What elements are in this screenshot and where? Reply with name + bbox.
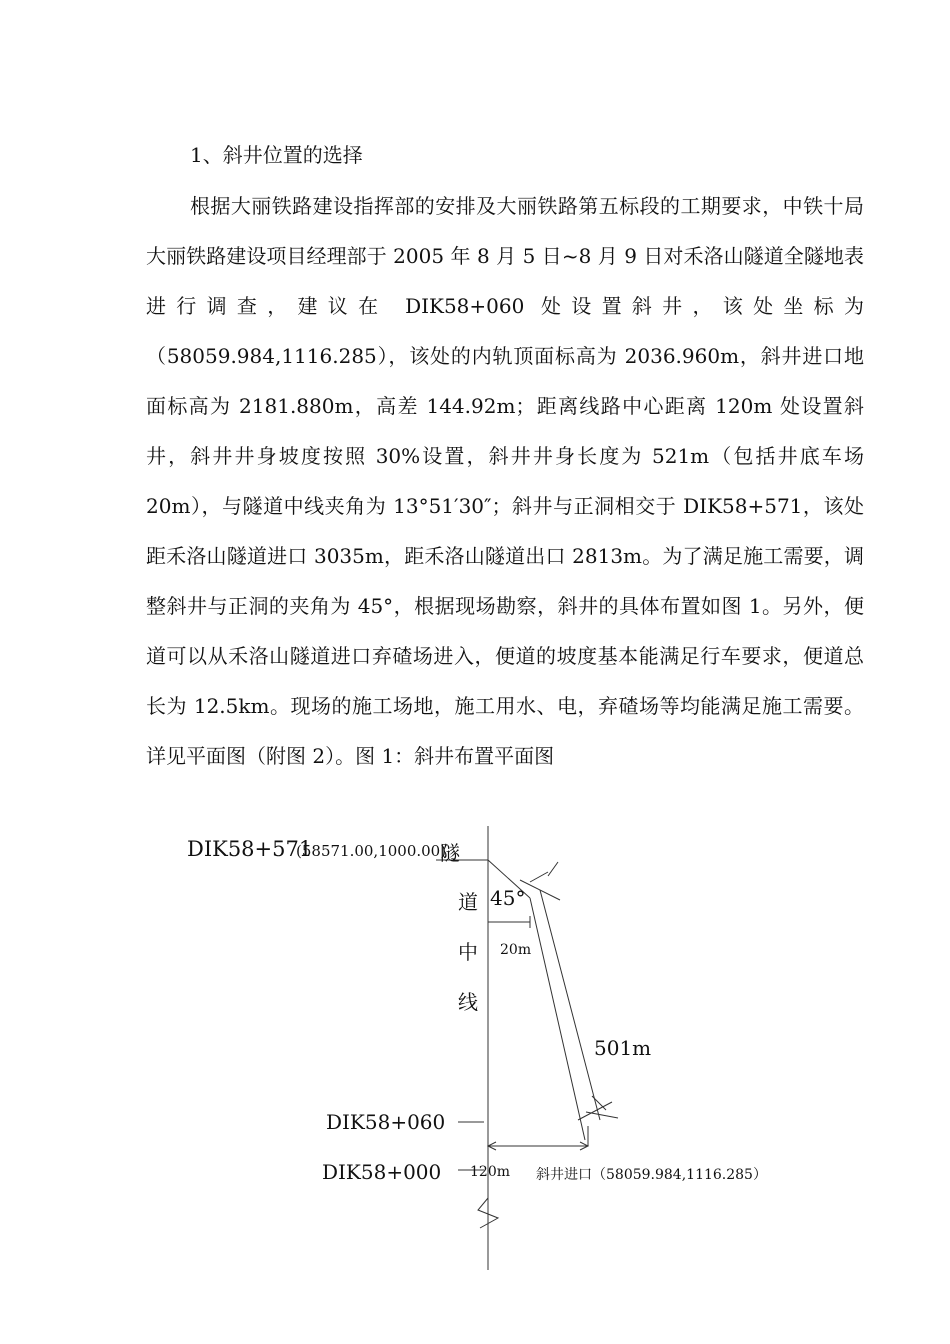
portal-label: 斜井进口（58059.984,1116.285） — [536, 1167, 767, 1183]
top-station-label: DIK58+571 — [187, 837, 313, 861]
yard-length-label: 20m — [500, 942, 532, 958]
section-heading: 1、斜井位置的选择 — [190, 143, 363, 167]
axis-label-3: 中 — [458, 940, 478, 964]
station-060-label: DIK58+060 — [326, 1110, 446, 1134]
angle-label: 45° — [490, 886, 526, 910]
body-paragraph: 根据大丽铁路建设指挥部的安排及大丽铁路第五标段的工期要求，中铁十局大丽铁路建设项目经理部于 2005 年 8 月 5 日~8 月 9 日对禾洛山隧道全隧地表进行调查，建议在 DIK58+060 处设置斜井，该处坐标为（58059.984,1116.285），该处的内轨顶面标高为 2036.960m，斜井进口地面标高为 2181.880m，高差 144.92m；距离线路中心距离 120m 处设置斜井，斜井井身坡度按照 30%设置，斜井井身长度为 521m（包括井底车场 20m），与隧道中线夹角为 13°51′30″；斜井与正洞相交于 DIK58+571，该处距禾洛山隧道进口 3035m，距禾洛山隧道出口 2813m。为了满足施工需要，调整斜井与正洞的夹角为 45°，根据现场勘察，斜井的具体布置如图 1。另外，便道可以从禾洛山隧道进口弃碴场进入，便道的坡度基本能满足行车要求，便道总长为 12.5km。现场的施工场地，施工用水、电，弃碴场等均能满足施工需要。详见平面图（附图 2）。图 1：斜井布置平面图 — [146, 194, 864, 768]
offset-label: 120m — [470, 1164, 510, 1180]
axis-label-4: 线 — [458, 990, 478, 1014]
shaft-wall-left — [530, 898, 585, 1140]
axis-label-1: 隧 — [440, 841, 460, 865]
station-000-label: DIK58+000 — [322, 1160, 442, 1184]
shaft-length-label: 501m — [594, 1036, 652, 1060]
shaft-wall-right — [540, 890, 600, 1120]
axis-label-2: 道 — [458, 890, 478, 914]
top-coords-label: (58571.00,1000.00) — [296, 842, 447, 860]
